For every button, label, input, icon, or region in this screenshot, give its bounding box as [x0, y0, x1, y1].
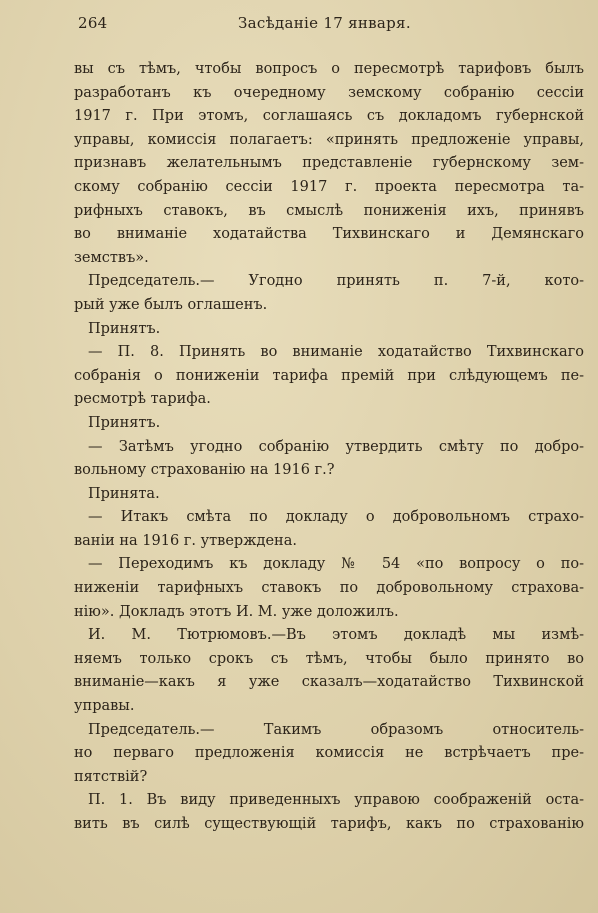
text-line: ниженіи тарифныхъ ставокъ по добровольному страхова-	[74, 580, 584, 597]
text-line: пятствій?	[74, 768, 148, 785]
text-line: — П. 8. Принять во вниманіе ходатайство Тихвинскаго	[88, 344, 584, 361]
text-line: — Итакъ смѣта по докладу о добровольномъ страхо-	[88, 509, 584, 526]
text-line: признавъ желательнымъ представленіе губернскому зем-	[74, 155, 584, 172]
text-line: нію». Докладъ этотъ И. М. уже доложилъ.	[74, 603, 399, 620]
text-line: собранія о пониженіи тарифа премій при слѣдующемъ пе-	[74, 367, 584, 384]
text-line: няемъ только срокъ съ тѣмъ, чтобы было принято во	[74, 650, 584, 667]
page-header-title: Засѣданіе 17 января.	[238, 14, 411, 32]
text-line: Принятъ.	[88, 414, 161, 431]
text-line: П. 1. Въ виду приведенныхъ управою соображеній оста-	[88, 792, 584, 809]
text-line: во вниманіе ходатайства Тихвинскаго и Демянскаго	[74, 226, 584, 243]
text-line: 1917 г. При этомъ, соглашаясь съ докладомъ губернской	[74, 108, 584, 125]
running-head	[78, 14, 568, 36]
text-line: земствъ».	[74, 249, 149, 266]
text-line: вольному страхованію на 1916 г.?	[74, 462, 335, 479]
text-line: Принята.	[88, 485, 160, 502]
text-line: ресмотрѣ тарифа.	[74, 391, 211, 408]
text-line: скому собранію сессіи 1917 г. проекта пересмотра та-	[74, 178, 584, 195]
text-line: — Затѣмъ угодно собранію утвердить смѣту по добро-	[88, 438, 584, 455]
text-line: вниманіе—какъ я уже сказалъ—ходатайство Тихвинской	[74, 674, 584, 691]
text-line: И. М. Тютрюмовъ.—Въ этомъ докладѣ мы измѣ-	[88, 627, 584, 644]
text-line: управы, комиссія полагаетъ: «принять предложеніе управы,	[74, 131, 584, 148]
text-line: Председатель.— Такимъ образомъ относитель-	[88, 721, 584, 738]
text-line: управы.	[74, 698, 135, 715]
text-line: — Переходимъ къ докладу № 54 «по вопросу о по-	[88, 556, 584, 573]
text-line: Принятъ.	[88, 320, 161, 337]
text-line: разработанъ къ очередному земскому собранію сессіи	[74, 84, 584, 101]
text-line: вы съ тѣмъ, чтобы вопросъ о пересмотрѣ тарифовъ былъ	[74, 61, 584, 77]
text-line: вить въ силѣ существующій тарифъ, какъ по страхованію	[74, 816, 584, 832]
text-line: рифныхъ ставокъ, въ смыслѣ пониженія ихъ, принявъ	[74, 202, 584, 219]
text-line: ваніи на 1916 г. утверждена.	[74, 532, 297, 549]
body-text	[74, 58, 584, 837]
text-line: но перваго предложенія комиссія не встрѣчаетъ пре-	[74, 745, 584, 762]
text-line: Председатель.— Угодно принять п. 7-й, кото-	[88, 273, 584, 290]
page-number: 264	[78, 14, 108, 32]
text-line: рый уже былъ оглашенъ.	[74, 296, 268, 313]
